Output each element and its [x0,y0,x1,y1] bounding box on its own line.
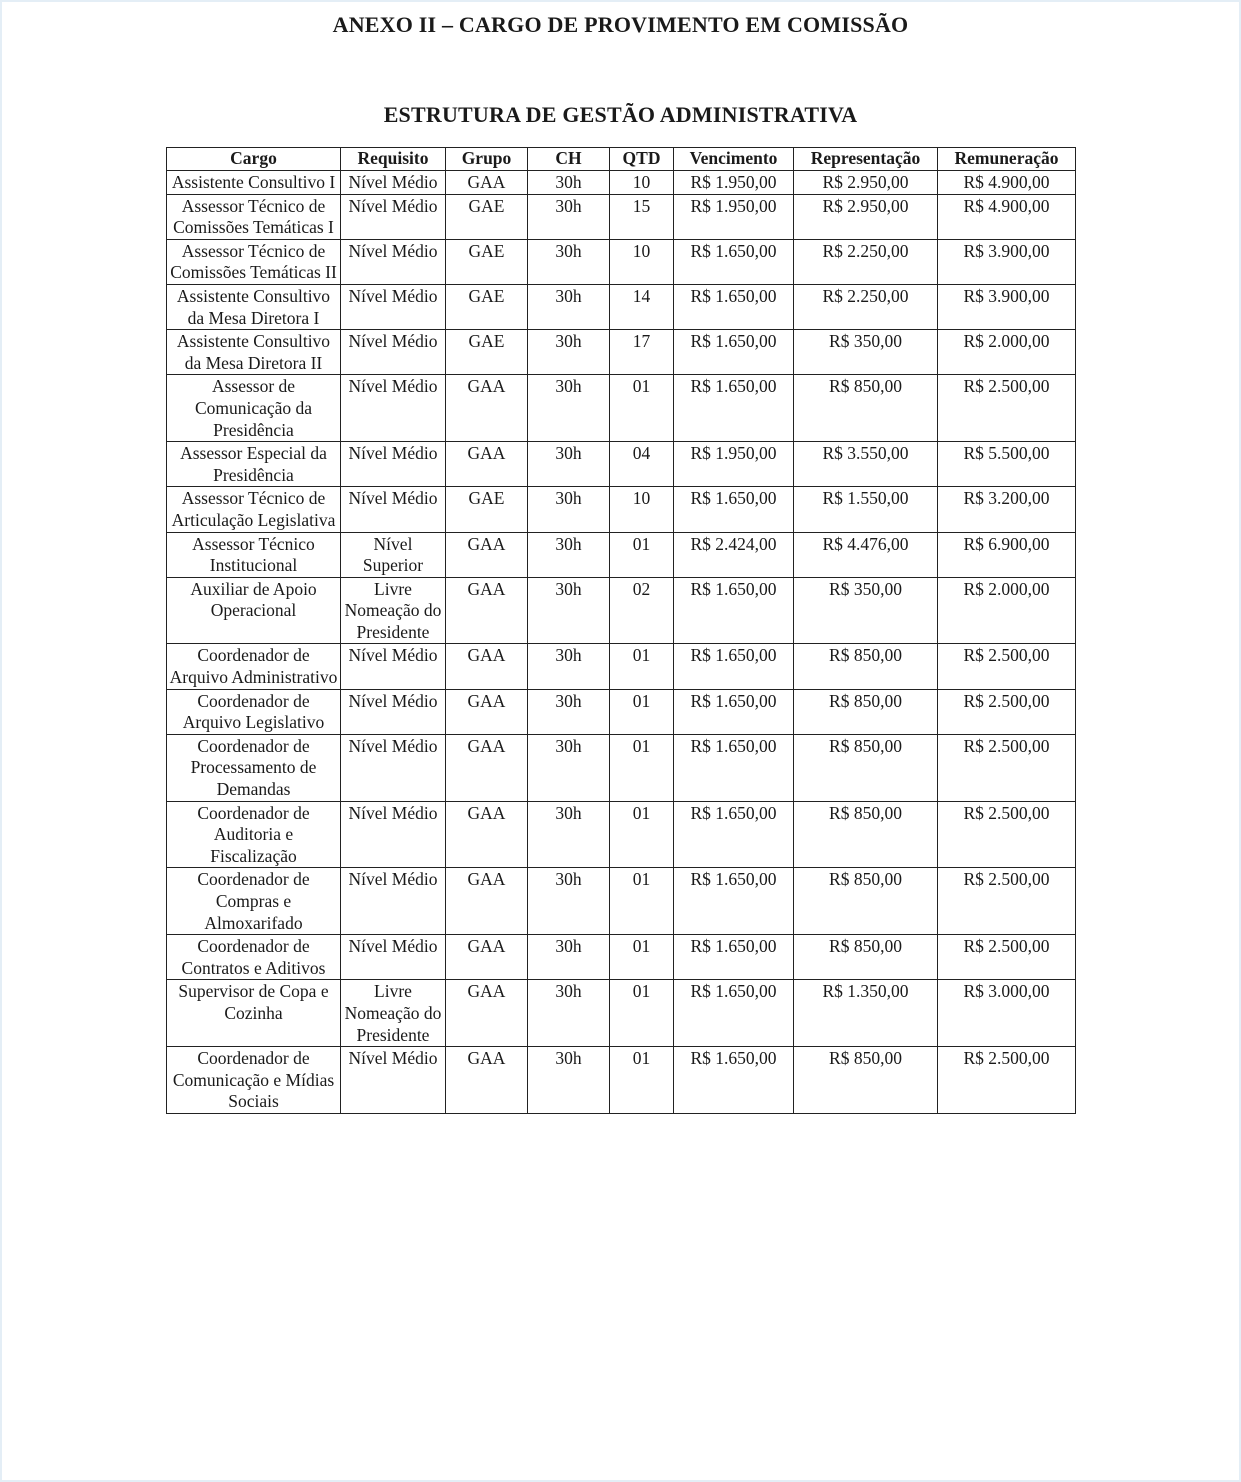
header-qtd: QTD [610,148,674,171]
cell-ch: 30h [528,980,610,1047]
cell-cargo: Assessor de Comunicação da Presidência [167,375,341,442]
cell-grupo: GAA [446,801,528,868]
table-row [167,284,1076,329]
cell-requisito: Nível Médio [341,734,446,801]
cell-ch: 30h [528,577,610,644]
table-row [167,1047,1076,1114]
cell-vencimento: R$ 1.650,00 [674,689,794,734]
cell-vencimento: R$ 1.650,00 [674,801,794,868]
cell-requisito: Nível Médio [341,284,446,329]
cell-qtd: 17 [610,330,674,375]
cell-vencimento: R$ 1.650,00 [674,868,794,935]
cell-cargo: Assistente Consultivo da Mesa Diretora II [167,330,341,375]
cell-cargo: Coordenador de Compras e Almoxarifado [167,868,341,935]
cell-ch: 30h [528,868,610,935]
table-row [167,577,1076,644]
cell-vencimento: R$ 1.650,00 [674,577,794,644]
cell-remuneracao: R$ 2.500,00 [938,375,1076,442]
cell-requisito: Nível Médio [341,171,446,195]
positions-table [166,147,1076,1114]
cell-qtd: 01 [610,868,674,935]
cell-vencimento: R$ 1.950,00 [674,194,794,239]
cell-ch: 30h [528,375,610,442]
cell-grupo: GAA [446,171,528,195]
cell-cargo: Assessor Técnico Institucional [167,532,341,577]
cell-qtd: 10 [610,487,674,532]
cell-representacao: R$ 350,00 [794,577,938,644]
cell-ch: 30h [528,487,610,532]
cell-remuneracao: R$ 4.900,00 [938,171,1076,195]
cell-vencimento: R$ 1.650,00 [674,239,794,284]
cell-requisito: Nível Médio [341,935,446,980]
cell-representacao: R$ 850,00 [794,935,938,980]
cell-requisito: Nível Médio [341,442,446,487]
cell-requisito: Nível Médio [341,487,446,532]
cell-vencimento: R$ 1.650,00 [674,980,794,1047]
cell-remuneracao: R$ 2.000,00 [938,577,1076,644]
cell-requisito: Nível Médio [341,868,446,935]
cell-representacao: R$ 2.950,00 [794,194,938,239]
cell-requisito: Livre Nomeação do Presidente [341,577,446,644]
cell-vencimento: R$ 1.650,00 [674,935,794,980]
cell-ch: 30h [528,801,610,868]
cell-cargo: Coordenador de Contratos e Aditivos [167,935,341,980]
cell-representacao: R$ 850,00 [794,801,938,868]
cell-remuneracao: R$ 2.000,00 [938,330,1076,375]
cell-ch: 30h [528,239,610,284]
cell-vencimento: R$ 1.650,00 [674,644,794,689]
table-row [167,801,1076,868]
cell-ch: 30h [528,284,610,329]
table-row [167,330,1076,375]
cell-remuneracao: R$ 2.500,00 [938,1047,1076,1114]
cell-requisito: Nível Médio [341,689,446,734]
cell-representacao: R$ 850,00 [794,868,938,935]
cell-vencimento: R$ 1.650,00 [674,487,794,532]
cell-grupo: GAA [446,689,528,734]
cell-remuneracao: R$ 3.900,00 [938,239,1076,284]
cell-remuneracao: R$ 2.500,00 [938,734,1076,801]
table-row [167,689,1076,734]
cell-representacao: R$ 850,00 [794,689,938,734]
cell-vencimento: R$ 1.650,00 [674,734,794,801]
table-row [167,171,1076,195]
cell-qtd: 14 [610,284,674,329]
cell-requisito: Nível Médio [341,239,446,284]
cell-remuneracao: R$ 6.900,00 [938,532,1076,577]
cell-vencimento: R$ 1.950,00 [674,442,794,487]
cell-qtd: 01 [610,532,674,577]
cell-requisito: Nível Médio [341,375,446,442]
cell-cargo: Coordenador de Comunicação e Mídias Sociais [167,1047,341,1114]
table-header-row [167,148,1076,171]
cell-ch: 30h [528,689,610,734]
cell-cargo: Assessor Especial da Presidência [167,442,341,487]
cell-grupo: GAE [446,487,528,532]
cell-cargo: Assessor Técnico de Comissões Temáticas I [167,194,341,239]
cell-representacao: R$ 2.950,00 [794,171,938,195]
cell-qtd: 10 [610,171,674,195]
cell-remuneracao: R$ 3.200,00 [938,487,1076,532]
cell-cargo: Coordenador de Auditoria e Fiscalização [167,801,341,868]
table-row [167,980,1076,1047]
cell-cargo: Assistente Consultivo I [167,171,341,195]
cell-cargo: Coordenador de Arquivo Legislativo [167,689,341,734]
table-row [167,644,1076,689]
cell-grupo: GAE [446,194,528,239]
cell-remuneracao: R$ 3.900,00 [938,284,1076,329]
table-row [167,734,1076,801]
cell-requisito: Nível Superior [341,532,446,577]
cell-remuneracao: R$ 2.500,00 [938,868,1076,935]
header-ch: CH [528,148,610,171]
cell-cargo: Coordenador de Processamento de Demandas [167,734,341,801]
cell-grupo: GAE [446,239,528,284]
cell-grupo: GAA [446,644,528,689]
document-heading: ANEXO II – CARGO DE PROVIMENTO EM COMISSÃO [332,12,909,37]
cell-grupo: GAA [446,375,528,442]
cell-qtd: 01 [610,980,674,1047]
cell-representacao: R$ 850,00 [794,644,938,689]
header-remuneracao: Remuneração [938,148,1076,171]
cell-grupo: GAA [446,935,528,980]
cell-remuneracao: R$ 4.900,00 [938,194,1076,239]
cell-qtd: 02 [610,577,674,644]
cell-cargo: Auxiliar de Apoio Operacional [167,577,341,644]
cell-qtd: 01 [610,375,674,442]
cell-remuneracao: R$ 2.500,00 [938,689,1076,734]
cell-ch: 30h [528,532,610,577]
table-row [167,532,1076,577]
cell-representacao: R$ 850,00 [794,375,938,442]
cell-qtd: 01 [610,801,674,868]
cell-grupo: GAA [446,980,528,1047]
cell-representacao: R$ 4.476,00 [794,532,938,577]
cell-grupo: GAE [446,284,528,329]
cell-cargo: Coordenador de Arquivo Administrativo [167,644,341,689]
document-subheading: ESTRUTURA DE GESTÃO ADMINISTRATIVA [383,102,858,127]
cell-grupo: GAE [446,330,528,375]
cell-grupo: GAA [446,734,528,801]
table-row [167,935,1076,980]
cell-qtd: 04 [610,442,674,487]
cell-grupo: GAA [446,577,528,644]
cell-ch: 30h [528,935,610,980]
cell-remuneracao: R$ 2.500,00 [938,801,1076,868]
cell-remuneracao: R$ 2.500,00 [938,644,1076,689]
cell-vencimento: R$ 1.950,00 [674,171,794,195]
cell-qtd: 01 [610,1047,674,1114]
cell-requisito: Livre Nomeação do Presidente [341,980,446,1047]
cell-cargo: Supervisor de Copa e Cozinha [167,980,341,1047]
cell-grupo: GAA [446,442,528,487]
cell-qtd: 15 [610,194,674,239]
cell-qtd: 01 [610,734,674,801]
table-row [167,375,1076,442]
cell-ch: 30h [528,171,610,195]
table-row [167,194,1076,239]
cell-ch: 30h [528,644,610,689]
cell-representacao: R$ 1.350,00 [794,980,938,1047]
table-row [167,487,1076,532]
cell-cargo: Assessor Técnico de Articulação Legislativa [167,487,341,532]
cell-qtd: 01 [610,644,674,689]
cell-ch: 30h [528,330,610,375]
cell-ch: 30h [528,442,610,487]
header-vencimento: Vencimento [674,148,794,171]
cell-requisito: Nível Médio [341,1047,446,1114]
cell-remuneracao: R$ 5.500,00 [938,442,1076,487]
cell-qtd: 01 [610,935,674,980]
cell-requisito: Nível Médio [341,330,446,375]
cell-representacao: R$ 350,00 [794,330,938,375]
cell-cargo: Assistente Consultivo da Mesa Diretora I [167,284,341,329]
cell-grupo: GAA [446,1047,528,1114]
cell-representacao: R$ 850,00 [794,734,938,801]
cell-representacao: R$ 1.550,00 [794,487,938,532]
cell-vencimento: R$ 1.650,00 [674,1047,794,1114]
cell-requisito: Nível Médio [341,644,446,689]
cell-cargo: Assessor Técnico de Comissões Temáticas II [167,239,341,284]
header-representacao: Representação [794,148,938,171]
cell-vencimento: R$ 1.650,00 [674,330,794,375]
cell-grupo: GAA [446,868,528,935]
table-row [167,868,1076,935]
cell-qtd: 10 [610,239,674,284]
cell-representacao: R$ 3.550,00 [794,442,938,487]
header-cargo: Cargo [167,148,341,171]
cell-vencimento: R$ 1.650,00 [674,375,794,442]
cell-ch: 30h [528,1047,610,1114]
cell-remuneracao: R$ 3.000,00 [938,980,1076,1047]
cell-vencimento: R$ 2.424,00 [674,532,794,577]
cell-vencimento: R$ 1.650,00 [674,284,794,329]
cell-grupo: GAA [446,532,528,577]
cell-requisito: Nível Médio [341,194,446,239]
cell-representacao: R$ 850,00 [794,1047,938,1114]
cell-ch: 30h [528,194,610,239]
cell-requisito: Nível Médio [341,801,446,868]
cell-ch: 30h [528,734,610,801]
cell-representacao: R$ 2.250,00 [794,284,938,329]
header-requisito: Requisito [341,148,446,171]
table-body [167,171,1076,1114]
cell-representacao: R$ 2.250,00 [794,239,938,284]
cell-remuneracao: R$ 2.500,00 [938,935,1076,980]
table-row [167,442,1076,487]
header-grupo: Grupo [446,148,528,171]
table-row [167,239,1076,284]
cell-qtd: 01 [610,689,674,734]
